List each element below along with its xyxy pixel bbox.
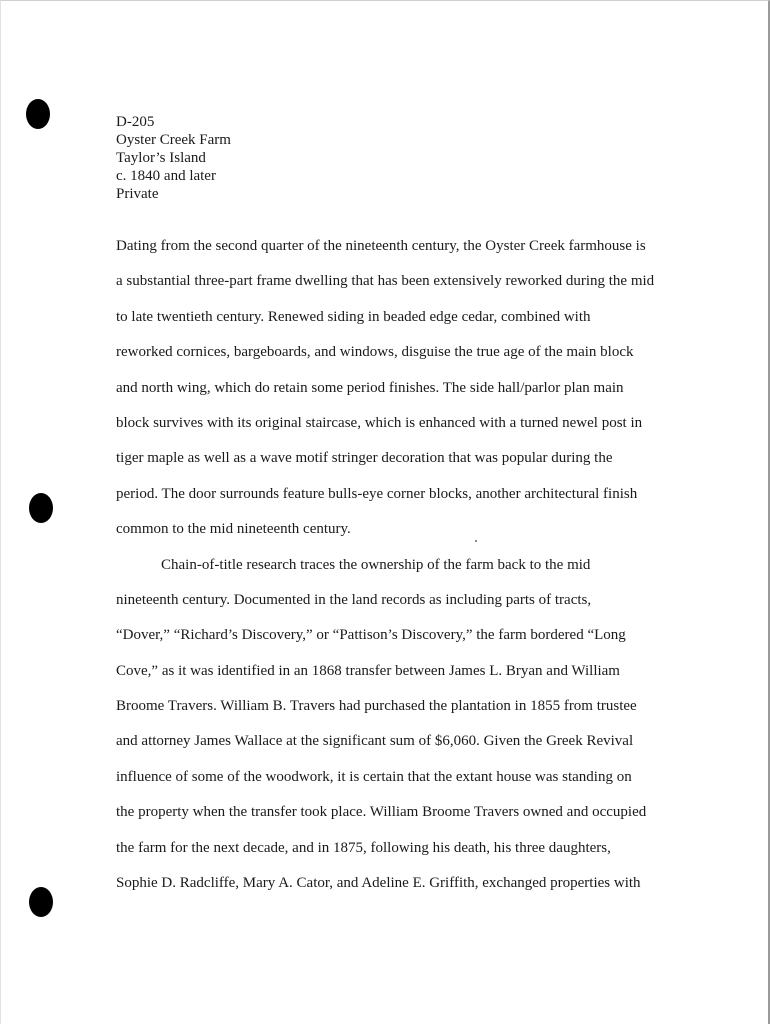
paragraph-1-line: period. The door surrounds feature bulls-eye corner blocks, another architectural finish (116, 485, 638, 502)
paragraph-2-line: the property when the transfer took place. William Broome Travers owned and occupied (116, 804, 647, 821)
paragraph-1-line: a substantial three-part frame dwelling that has been extensively reworked during the mid (116, 273, 655, 290)
description-body (116, 234, 676, 906)
paragraph-2-line: Broome Travers. William B. Travers had purchased the plantation in 1855 from trustee (116, 698, 637, 715)
paragraph-2-line: influence of some of the woodwork, it is certain that the extant house was standing on (116, 768, 632, 785)
paragraph-2-line: and attorney James Wallace at the significant sum of $6,060. Given the Greek Revival (116, 733, 634, 750)
paragraph-2-line: the farm for the next decade, and in 1875, following his death, his three daughters, (116, 839, 611, 856)
paragraph-2-line: nineteenth century. Documented in the land records as including parts of tracts, (116, 591, 592, 608)
paragraph-1-line: to late twentieth century. Renewed siding in beaded edge cedar, combined with (116, 308, 591, 325)
site-date: c. 1840 and later (116, 168, 216, 184)
site-header (116, 113, 231, 203)
paragraph-2-line: Sophie D. Radcliffe, Mary A. Cator, and Adeline E. Griffith, exchanged properties with (116, 875, 641, 892)
paragraph-1-line: and north wing, which do retain some period finishes. The side hall/parlor plan main (116, 379, 624, 396)
paragraph-1-line: reworked cornices, bargeboards, and windows, disguise the true age of the main block (116, 344, 634, 361)
paragraph-2-line: Chain-of-title research traces the ownership of the farm back to the mid (161, 556, 591, 573)
punch-hole-bottom (29, 887, 53, 917)
punch-hole-top (26, 99, 50, 129)
site-number: D-205 (116, 114, 155, 130)
site-ownership: Private (116, 186, 159, 202)
paragraph-1-line: Dating from the second quarter of the nineteenth century, the Oyster Creek farmhouse is (116, 238, 646, 254)
paragraph-1-line: block survives with its original staircase, which is enhanced with a turned newel post in (116, 414, 643, 431)
punch-hole-middle (29, 493, 53, 523)
paragraph-2-line: Cove,” as it was identified in an 1868 transfer between James L. Bryan and William (116, 662, 620, 679)
site-name: Oyster Creek Farm (116, 132, 231, 148)
paragraph-1-line: common to the mid nineteenth century. (116, 521, 351, 538)
paragraph-1-line: tiger maple as well as a wave motif stringer decoration that was popular during the (116, 450, 613, 467)
paragraph-2-line: “Dover,” “Richard’s Discovery,” or “Pattison’s Discovery,” the farm bordered “Long (116, 627, 626, 644)
site-location: Taylor’s Island (116, 150, 206, 166)
